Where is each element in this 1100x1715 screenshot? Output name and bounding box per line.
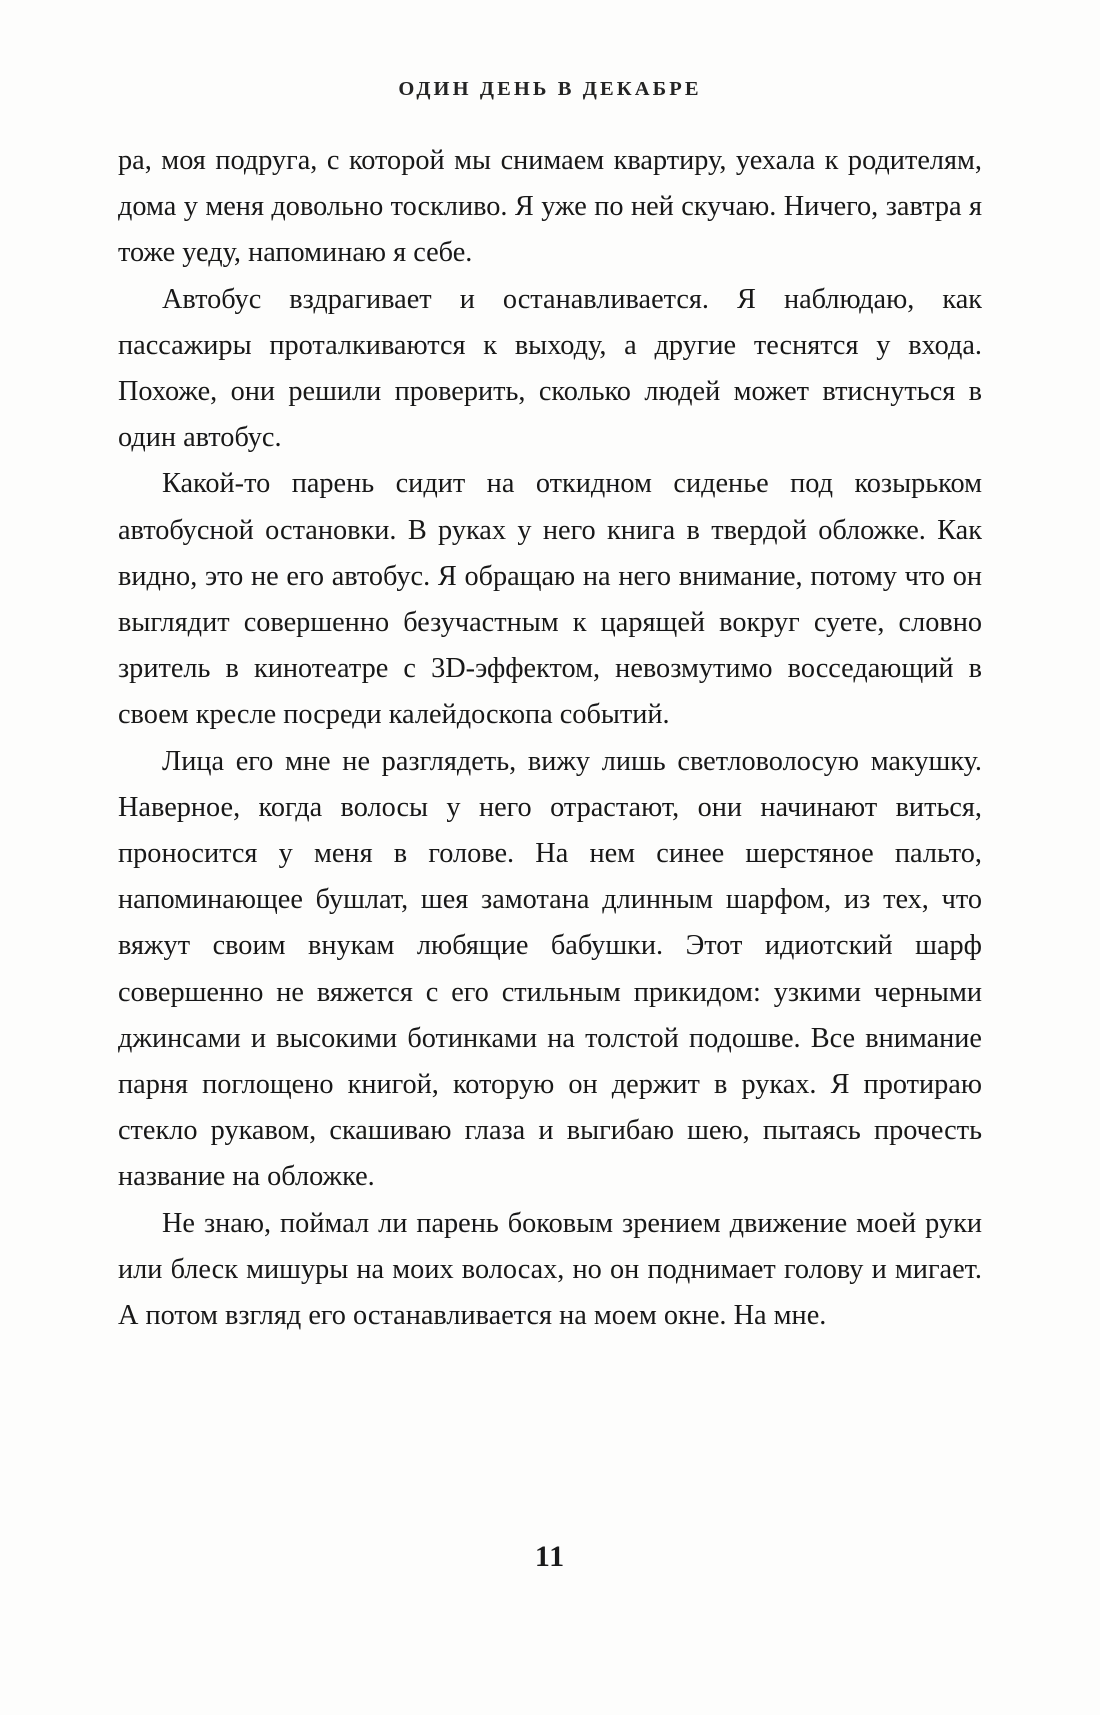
paragraph: Какой-то парень сидит на откидном сиденье под козырьком автобусной остановки. В руках у него книга в твердой обложке. Как видно, это не его автобус. Я обращаю на него внимание, потому что он выглядит совершенно безучастным к царящей вокруг суете, словно зритель в кинотеатре с 3D-эффектом, невозмутимо восседающий в своем кресле посреди калейдоскопа событий. xyxy=(118,468,982,731)
paragraph: ра, моя подруга, с которой мы снимаем квартиру, уехала к родителям, дома у меня довольно тоскливо. Я уже по ней скучаю. Ничего, завтра я тоже уеду, напоминаю я себе. xyxy=(118,145,982,269)
paragraph: Лица его мне не разглядеть, вижу лишь светловолосую макушку. Наверное, когда волосы у него отрастают, они начинают виться, проносится у меня в голове. На нем синее шерстяное пальто, напоминающее бушлат, шея замотана длинным шарфом, из тех, что вяжут своим внукам любящие бабушки. Этот идиотский шарф совершенно не вяжется с его стильным прикидом: узкими черными джинсами и высокими ботинками на толстой подошве. Все внимание парня поглощено книгой, которую он держит в руках. Я протираю стекло рукавом, скашиваю глаза и выгибаю шею, пытаясь прочесть название на обложке. xyxy=(118,745,982,1193)
body-text-block xyxy=(118,138,982,1339)
running-head: ОДИН ДЕНЬ В ДЕКАБРЕ xyxy=(398,78,702,100)
paragraph: Автобус вздрагивает и останавливается. Я наблюдаю, как пассажиры проталкиваются к выходу, а другие теснятся у входа. Похоже, они решили проверить, сколько людей может втиснуться в один автобус. xyxy=(118,283,982,454)
page-number: 11 xyxy=(534,1540,566,1573)
paragraph: Не знаю, поймал ли парень боковым зрением движение моей руки или блеск мишуры на моих волосах, но он поднимает голову и мигает. А потом взгляд его останавливается на моем окне. На мне. xyxy=(118,1207,982,1332)
